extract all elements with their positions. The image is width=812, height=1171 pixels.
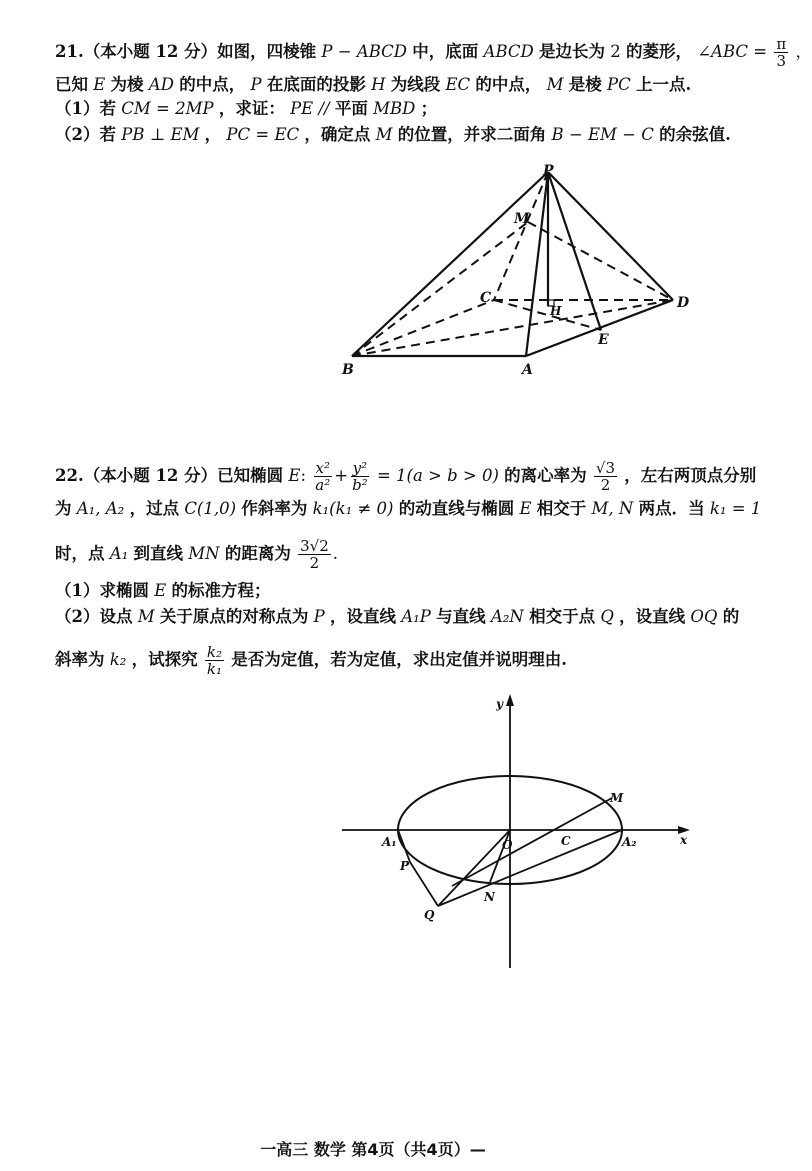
- label-D: D: [677, 295, 690, 311]
- q21-l2a: 已知: [55, 75, 88, 94]
- q22-part1: [55, 580, 271, 602]
- y-axis-arrow: [506, 694, 514, 706]
- q22-C10: C(1,0): [184, 499, 237, 518]
- q22-t1: 的离心率为: [504, 466, 587, 485]
- q22-l6c: 是否为定值，若为定值，求出定值并说明理由.: [231, 650, 567, 669]
- label-H: H: [550, 304, 562, 318]
- page-footer: 一高三 数学 第4页（共4页）—: [260, 1140, 486, 1159]
- pyramid-figure: [330, 160, 710, 390]
- q21-p2-expr2: PC = EC: [226, 125, 300, 144]
- label-P: P: [543, 163, 554, 179]
- q22-dot: .: [332, 544, 339, 563]
- q22-l2E: E: [519, 499, 532, 518]
- edge-PD: [548, 172, 673, 300]
- q22-frac-x: [313, 460, 332, 493]
- q21-EC: EC: [445, 75, 471, 94]
- q22-fk1: k₁: [206, 660, 222, 678]
- q21-expr1: P − ABCD: [321, 42, 408, 61]
- edge-MD: [528, 222, 673, 300]
- q21-p2-expr3: B − EM − C: [551, 125, 654, 144]
- q21-p1-b: ，求证：: [218, 99, 285, 118]
- q22-l2f: 两点．当: [638, 499, 705, 518]
- q22-colon: :: [300, 466, 307, 485]
- q21-p2-d: 的余弦值.: [659, 125, 731, 144]
- q21-part2: [55, 124, 731, 146]
- label-C: C: [480, 290, 492, 306]
- q21-num2: 2: [610, 42, 621, 61]
- q21-AD: AD: [148, 75, 174, 94]
- q22-p2f: ，设直线: [619, 607, 686, 626]
- q22-k1: k₁(k₁ ≠ 0): [312, 499, 394, 518]
- q22-p1b: 的标准方程；: [171, 581, 271, 600]
- q22-x2: x²: [315, 459, 330, 477]
- q22-p2e: 相交于点: [529, 607, 596, 626]
- q21-l2c: 的中点，: [179, 75, 246, 94]
- q22-l2e: 相交于: [536, 499, 587, 518]
- label-N: N: [484, 890, 495, 904]
- label-x: x: [680, 833, 688, 847]
- q21-p1-c: 平面: [334, 99, 368, 118]
- edge-BD: [352, 300, 673, 356]
- q22-l3c: 的距离为: [224, 544, 291, 563]
- q21-l2h: 上一点.: [636, 75, 692, 94]
- q22-l6b: ，试探究: [131, 650, 198, 669]
- q22-t2: ，左右两顶点分别: [624, 466, 757, 485]
- q21-line1: [55, 36, 812, 69]
- label-E: E: [598, 332, 609, 348]
- q22-p2M: M: [137, 607, 155, 626]
- label-A1: A₁: [382, 835, 397, 849]
- q21-part1: [55, 98, 437, 120]
- q21-p1-expr3: MBD: [373, 99, 416, 118]
- q21-p2-c: 的位置，并求二面角: [397, 125, 547, 144]
- q21-p1-end: ；: [420, 99, 438, 118]
- q22-p2g: 的: [722, 607, 740, 626]
- edge-PA: [526, 172, 548, 356]
- q21-p1-label: （1）若: [55, 99, 116, 118]
- q22-plus: +: [334, 466, 349, 485]
- q21-p2-label: （2）若: [55, 125, 116, 144]
- seg-A1P: [398, 830, 410, 862]
- label-y: y: [496, 697, 503, 711]
- q21-P: P: [250, 75, 262, 94]
- q22-sqrt3: √3: [595, 459, 616, 477]
- q22-p2A2N: A₂N: [490, 607, 524, 626]
- label-M: M: [514, 211, 530, 227]
- q22-frac-k: [205, 644, 224, 677]
- q22-l3b: 到直线: [133, 544, 184, 563]
- q21-l2e: 为线段: [390, 75, 441, 94]
- q21-head: 21.（本小题 12 分）如图，四棱锥: [55, 42, 317, 61]
- q22-l2a: 为: [55, 499, 72, 518]
- q21-l2f: 的中点，: [475, 75, 542, 94]
- q22-E: E: [288, 466, 301, 485]
- q21-l2g: 是棱: [568, 75, 602, 94]
- q21-p2-sep: ，: [204, 125, 222, 144]
- q22-head: 22.（本小题 12 分）已知椭圆: [55, 466, 284, 485]
- q22-line3: [55, 538, 338, 571]
- q21-t2: 是边长为: [538, 42, 605, 61]
- q22-two: 2: [600, 476, 611, 494]
- q22-l6a: 斜率为: [55, 650, 105, 669]
- label-Q: Q: [424, 908, 435, 922]
- q22-p2P: P: [313, 607, 325, 626]
- q21-t1: 中，底面: [412, 42, 479, 61]
- q22-dden: 2: [309, 554, 320, 572]
- q22-MN2: MN: [188, 544, 220, 563]
- q22-p2a: （2）设点: [55, 607, 133, 626]
- q22-p2Q: Q: [600, 607, 614, 626]
- q21-l2b: 为棱: [110, 75, 144, 94]
- seg-QA2: [438, 830, 622, 906]
- q22-frac-ecc: [594, 460, 617, 493]
- seg-QO: [438, 830, 510, 906]
- q22-p2b: 关于原点的对称点为: [159, 607, 309, 626]
- q22-b2: b²: [352, 476, 368, 494]
- q21-E: E: [93, 75, 106, 94]
- q21-comma: ，: [795, 42, 812, 61]
- q21-pi: π: [776, 35, 787, 53]
- label-B: B: [342, 362, 354, 378]
- q21-t3: 的菱形，: [625, 42, 692, 61]
- q22-A1: A₁: [109, 544, 129, 563]
- q21-angle: ∠ABC =: [697, 42, 768, 61]
- q21-p1-expr: CM = 2MP: [121, 99, 214, 118]
- q22-a2: a²: [315, 476, 331, 494]
- q21-three: 3: [776, 52, 787, 70]
- q21-M: M: [546, 75, 564, 94]
- q22-dnum: 3√2: [300, 537, 329, 555]
- q22-y2: y²: [352, 459, 368, 477]
- q22-l2c: 作斜率为: [241, 499, 308, 518]
- q22-line1: [55, 460, 756, 493]
- q22-fk2: k₂: [206, 643, 222, 661]
- label-M: M: [610, 791, 624, 805]
- q21-p2-b: ，确定点: [304, 125, 371, 144]
- q21-l2d: 在底面的投影: [266, 75, 366, 94]
- q22-p2A1P: A₁P: [401, 607, 431, 626]
- q22-part2: [55, 606, 739, 628]
- q21-p1-expr2: PE //: [290, 99, 335, 118]
- line-MN: [452, 798, 612, 886]
- q22-p2d: 与直线: [436, 607, 486, 626]
- q22-l2d: 的动直线与椭圆: [398, 499, 515, 518]
- q22-l2b: ，过点: [129, 499, 180, 518]
- q22-frac-y: [350, 460, 370, 493]
- q21-expr2: ABCD: [483, 42, 534, 61]
- q22-line6: [55, 644, 567, 677]
- q22-A1A2: A₁, A₂: [76, 499, 125, 518]
- edge-BM: [352, 222, 528, 356]
- q21-pi-over-3: [774, 36, 788, 69]
- q22-eq: = 1(a > b > 0): [376, 466, 499, 485]
- q22-p1E: E: [154, 581, 167, 600]
- ellipse-figure: [330, 690, 710, 975]
- q21-p2-M: M: [375, 125, 393, 144]
- q21-line2: [55, 74, 691, 96]
- q22-p2OQ: OQ: [690, 607, 718, 626]
- label-O: O: [502, 838, 513, 852]
- q22-p1: （1）求椭圆: [55, 581, 149, 600]
- q22-frac-dist: [298, 538, 331, 571]
- q22-k1eq: k₁ = 1: [709, 499, 762, 518]
- edge-BC: [352, 300, 494, 356]
- q22-line2: [55, 498, 761, 520]
- q22-p2c: ，设直线: [330, 607, 396, 626]
- label-C2: C: [561, 834, 571, 848]
- q21-p2-expr: PB ⊥ EM: [121, 125, 200, 144]
- q22-MN: M, N: [591, 499, 634, 518]
- q22-k2: k₂: [109, 650, 127, 669]
- q21-H: H: [371, 75, 386, 94]
- label-P2: P: [400, 859, 410, 873]
- label-A2: A₂: [622, 835, 637, 849]
- edge-PB: [352, 172, 548, 356]
- q22-l3a: 时，点: [55, 544, 105, 563]
- label-A: A: [522, 362, 533, 378]
- q21-PC: PC: [607, 75, 631, 94]
